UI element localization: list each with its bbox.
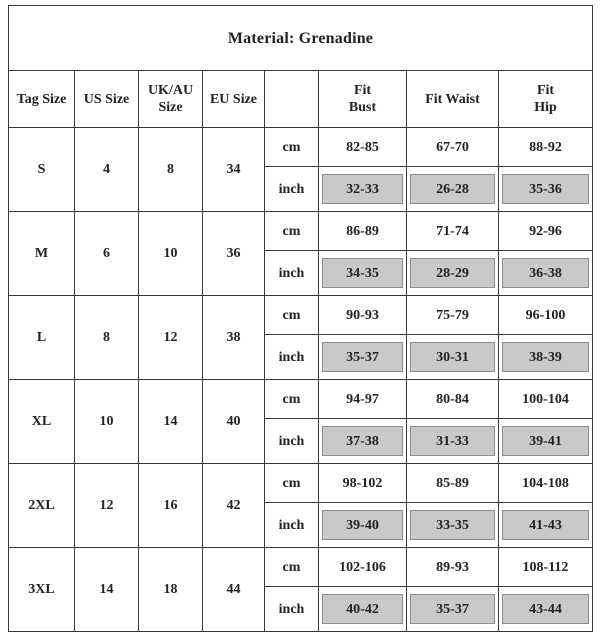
eu-size-cell: 44 <box>203 548 265 632</box>
fit-waist-inch-cell <box>407 167 499 212</box>
fit-hip-cm-cell: 88-92 <box>499 128 593 167</box>
fit-hip-cm-cell: 108-112 <box>499 548 593 587</box>
fit-waist-inch-value: 33-35 <box>410 510 495 540</box>
fit-waist-inch-cell <box>407 587 499 632</box>
uk-au-size-cell: 10 <box>139 212 203 296</box>
us-size-cell: 6 <box>75 212 139 296</box>
size-chart-table <box>8 5 593 632</box>
fit-bust-inch-value: 37-38 <box>322 426 403 456</box>
fit-hip-cm-cell: 104-108 <box>499 464 593 503</box>
size-row-cm <box>9 296 593 335</box>
header-fit-bust-line1: Fit <box>353 83 372 98</box>
unit-inch-cell: inch <box>265 587 319 632</box>
header-uk-au-size-line1: UK/AU <box>147 83 194 98</box>
fit-hip-inch-value: 43-44 <box>502 594 589 624</box>
fit-bust-cm-cell: 102-106 <box>319 548 407 587</box>
unit-cm-cell: cm <box>265 380 319 419</box>
unit-inch-cell: inch <box>265 251 319 296</box>
fit-waist-inch-value: 30-31 <box>410 342 495 372</box>
fit-bust-inch-cell <box>319 503 407 548</box>
size-row-cm <box>9 212 593 251</box>
fit-hip-inch-cell <box>499 167 593 212</box>
eu-size-cell: 42 <box>203 464 265 548</box>
header-unit <box>265 71 319 128</box>
tag-size-cell: S <box>9 128 75 212</box>
title-row <box>9 6 593 71</box>
tag-size-cell: M <box>9 212 75 296</box>
unit-inch-cell: inch <box>265 335 319 380</box>
uk-au-size-cell: 18 <box>139 548 203 632</box>
fit-bust-inch-value: 32-33 <box>322 174 403 204</box>
header-fit-bust <box>319 71 407 128</box>
tag-size-cell: L <box>9 296 75 380</box>
fit-hip-inch-cell <box>499 251 593 296</box>
header-tag-size: Tag Size <box>9 71 75 128</box>
header-fit-hip-line2: Hip <box>534 100 557 115</box>
us-size-cell: 10 <box>75 380 139 464</box>
fit-hip-inch-value: 36-38 <box>502 258 589 288</box>
fit-bust-cm-cell: 86-89 <box>319 212 407 251</box>
size-row-cm <box>9 464 593 503</box>
fit-bust-inch-value: 35-37 <box>322 342 403 372</box>
us-size-cell: 4 <box>75 128 139 212</box>
header-fit-hip <box>499 71 593 128</box>
eu-size-cell: 36 <box>203 212 265 296</box>
fit-waist-cm-cell: 67-70 <box>407 128 499 167</box>
uk-au-size-cell: 8 <box>139 128 203 212</box>
header-uk-au-size <box>139 71 203 128</box>
fit-waist-inch-cell <box>407 335 499 380</box>
header-eu-size: EU Size <box>203 71 265 128</box>
unit-cm-cell: cm <box>265 548 319 587</box>
fit-waist-cm-cell: 75-79 <box>407 296 499 335</box>
eu-size-cell: 38 <box>203 296 265 380</box>
fit-hip-inch-value: 35-36 <box>502 174 589 204</box>
us-size-cell: 12 <box>75 464 139 548</box>
us-size-cell: 8 <box>75 296 139 380</box>
fit-bust-inch-value: 39-40 <box>322 510 403 540</box>
unit-cm-cell: cm <box>265 464 319 503</box>
header-uk-au-size-line2: Size <box>158 100 183 115</box>
fit-hip-cm-cell: 92-96 <box>499 212 593 251</box>
uk-au-size-cell: 14 <box>139 380 203 464</box>
fit-waist-inch-value: 26-28 <box>410 174 495 204</box>
uk-au-size-cell: 16 <box>139 464 203 548</box>
eu-size-cell: 40 <box>203 380 265 464</box>
tag-size-cell: 3XL <box>9 548 75 632</box>
fit-bust-inch-cell <box>319 251 407 296</box>
fit-hip-inch-cell <box>499 335 593 380</box>
fit-bust-inch-cell <box>319 419 407 464</box>
fit-waist-cm-cell: 89-93 <box>407 548 499 587</box>
size-row-cm <box>9 548 593 587</box>
fit-waist-inch-value: 35-37 <box>410 594 495 624</box>
header-us-size: US Size <box>75 71 139 128</box>
fit-bust-cm-cell: 98-102 <box>319 464 407 503</box>
size-row-cm <box>9 380 593 419</box>
unit-cm-cell: cm <box>265 296 319 335</box>
fit-waist-cm-cell: 85-89 <box>407 464 499 503</box>
unit-inch-cell: inch <box>265 167 319 212</box>
tag-size-cell: 2XL <box>9 464 75 548</box>
unit-cm-cell: cm <box>265 212 319 251</box>
uk-au-size-cell: 12 <box>139 296 203 380</box>
fit-hip-inch-cell <box>499 419 593 464</box>
eu-size-cell: 34 <box>203 128 265 212</box>
us-size-cell: 14 <box>75 548 139 632</box>
fit-waist-cm-cell: 71-74 <box>407 212 499 251</box>
unit-inch-cell: inch <box>265 419 319 464</box>
header-fit-waist: Fit Waist <box>407 71 499 128</box>
fit-bust-inch-cell <box>319 335 407 380</box>
fit-bust-cm-cell: 90-93 <box>319 296 407 335</box>
fit-waist-cm-cell: 80-84 <box>407 380 499 419</box>
fit-bust-inch-value: 40-42 <box>322 594 403 624</box>
fit-bust-inch-cell <box>319 587 407 632</box>
fit-hip-cm-cell: 96-100 <box>499 296 593 335</box>
header-row <box>9 71 593 128</box>
tag-size-cell: XL <box>9 380 75 464</box>
unit-inch-cell: inch <box>265 503 319 548</box>
fit-bust-cm-cell: 94-97 <box>319 380 407 419</box>
fit-hip-inch-value: 38-39 <box>502 342 589 372</box>
fit-waist-inch-cell <box>407 503 499 548</box>
fit-bust-inch-value: 34-35 <box>322 258 403 288</box>
fit-bust-cm-cell: 82-85 <box>319 128 407 167</box>
fit-waist-inch-cell <box>407 251 499 296</box>
header-fit-bust-line2: Bust <box>348 100 377 115</box>
fit-waist-inch-cell <box>407 419 499 464</box>
fit-hip-inch-value: 39-41 <box>502 426 589 456</box>
fit-hip-inch-cell <box>499 587 593 632</box>
fit-hip-cm-cell: 100-104 <box>499 380 593 419</box>
fit-hip-inch-value: 41-43 <box>502 510 589 540</box>
fit-waist-inch-value: 28-29 <box>410 258 495 288</box>
fit-waist-inch-value: 31-33 <box>410 426 495 456</box>
fit-hip-inch-cell <box>499 503 593 548</box>
chart-title: Material: Grenadine <box>9 6 593 71</box>
fit-bust-inch-cell <box>319 167 407 212</box>
size-row-cm <box>9 128 593 167</box>
unit-cm-cell: cm <box>265 128 319 167</box>
header-fit-hip-line1: Fit <box>536 83 555 98</box>
